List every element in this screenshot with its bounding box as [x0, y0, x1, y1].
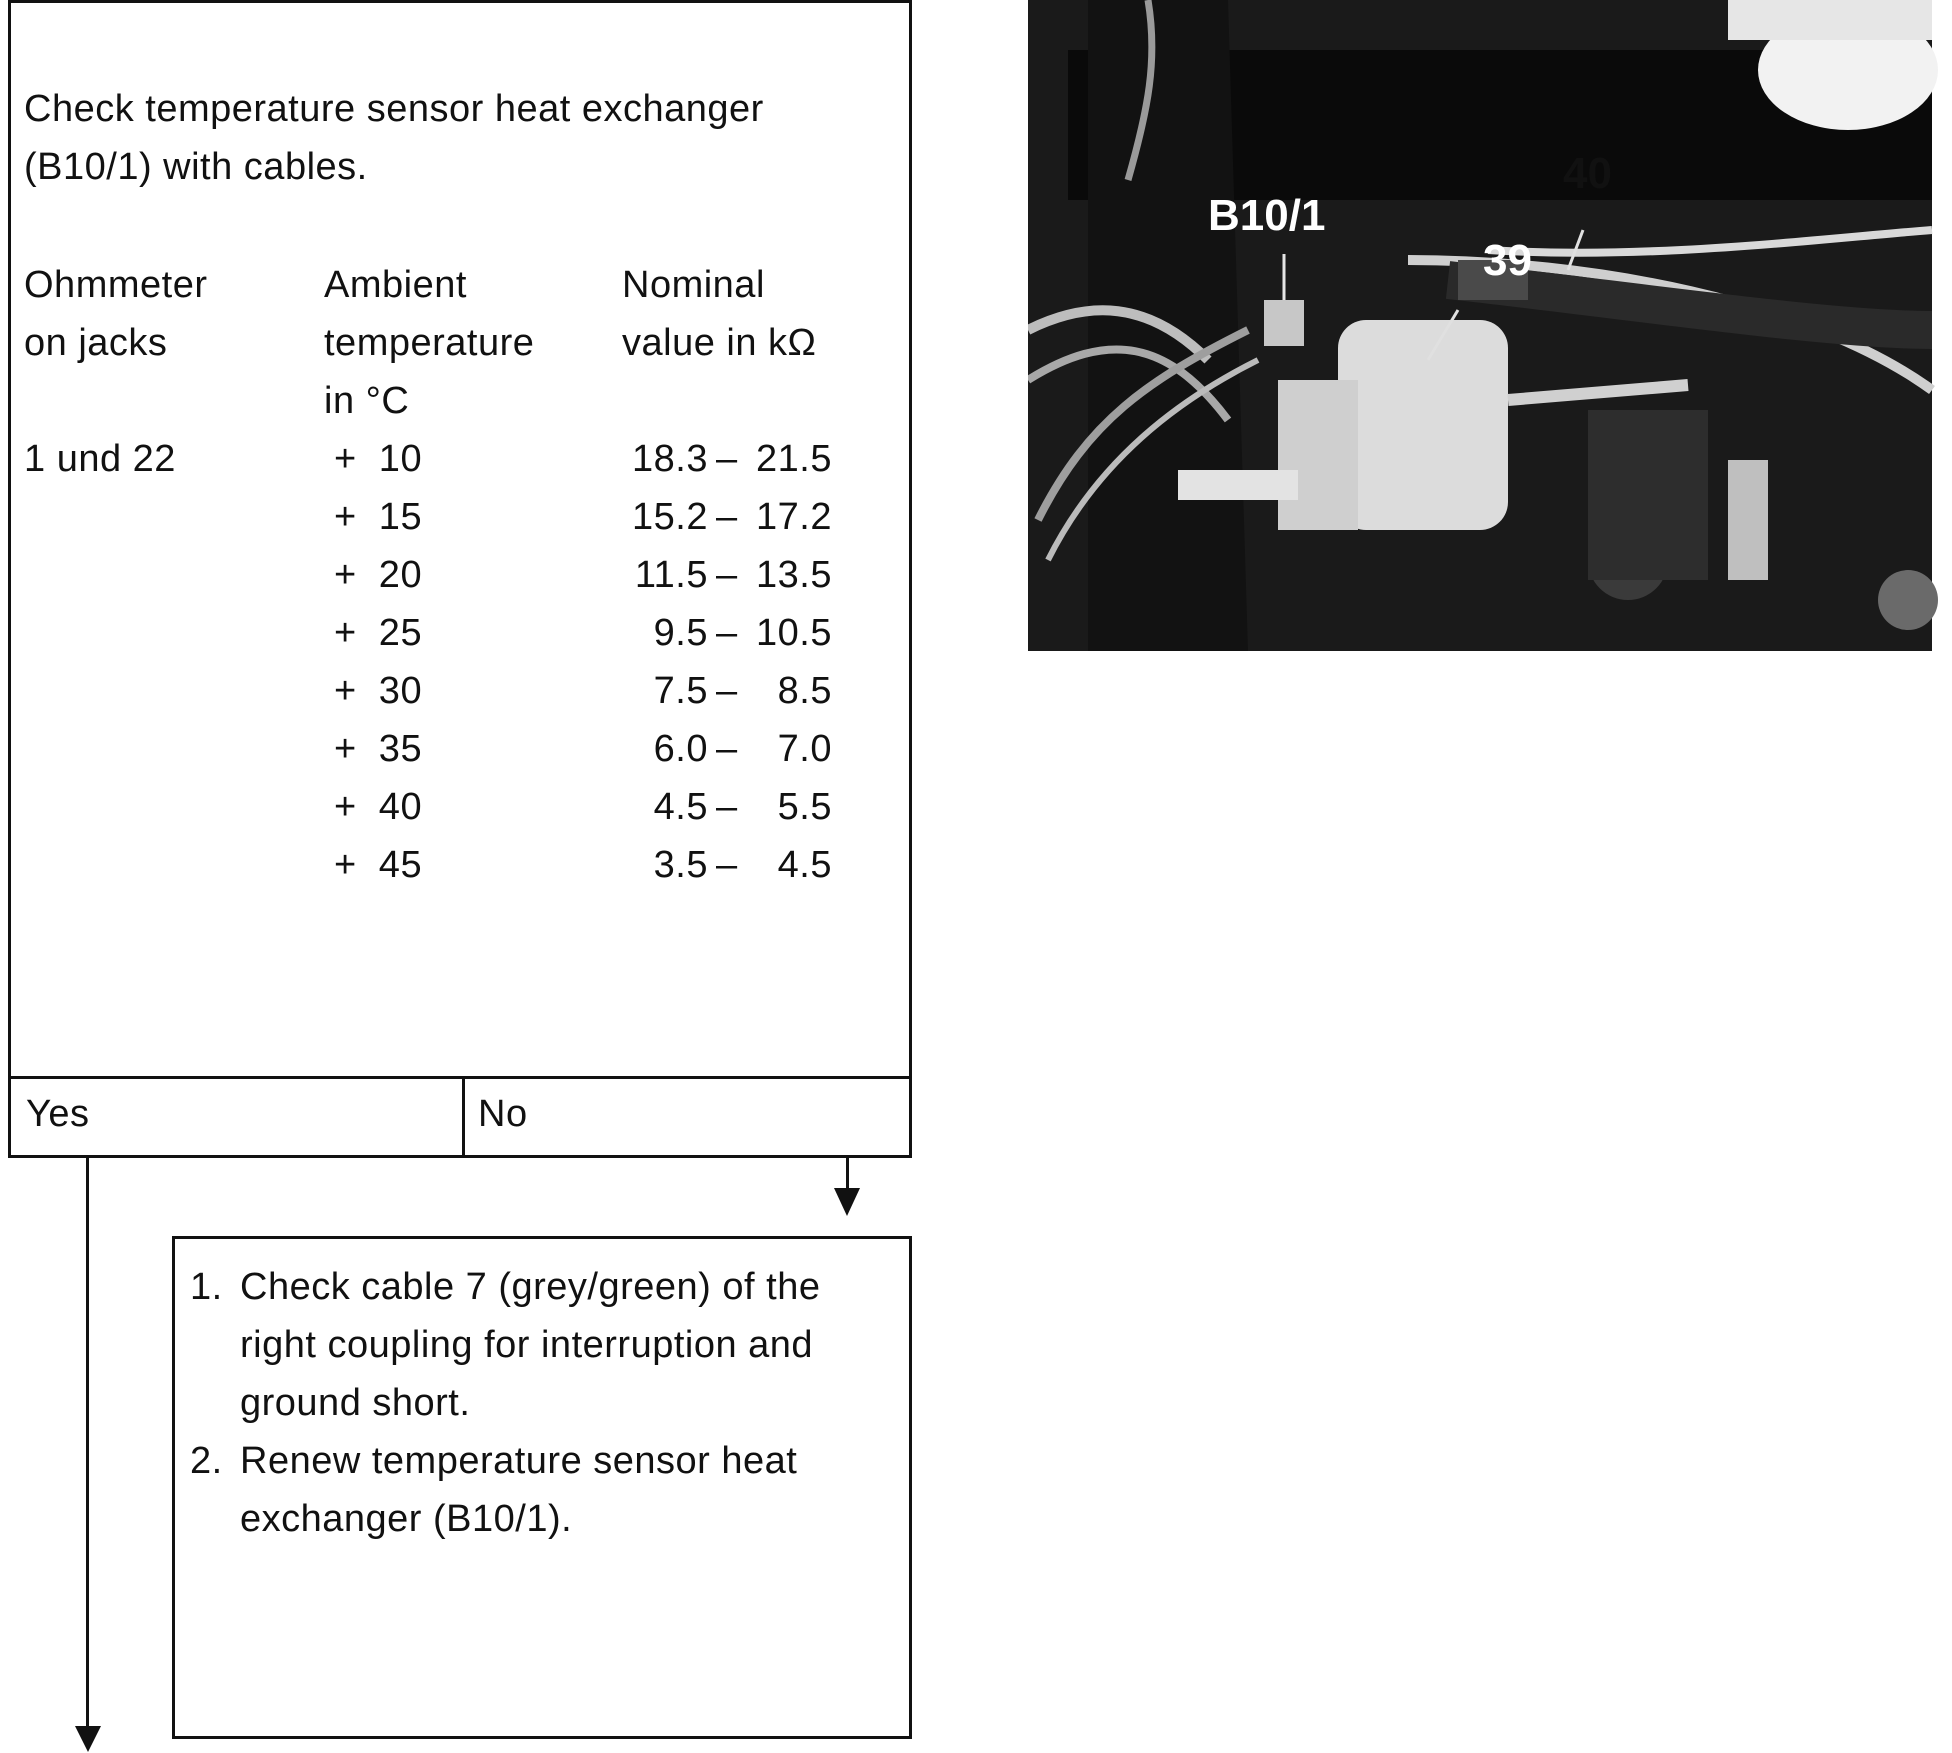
header-in-celsius: in °C: [324, 380, 410, 422]
header-nominal: Nominal: [622, 264, 765, 306]
remedy-item1-line2: right coupling for interruption and: [240, 1324, 814, 1366]
header-ambient: Ambient: [324, 264, 467, 306]
row-high: 5.5: [777, 786, 832, 828]
row-high: 17.2: [756, 496, 832, 538]
row-temp: + 20: [334, 554, 423, 596]
row-high: 8.5: [777, 670, 832, 712]
row-dash: –: [716, 728, 738, 770]
row-high: 7.0: [777, 728, 832, 770]
row-low: 11.5: [634, 554, 708, 596]
header-temperature: temperature: [324, 322, 535, 364]
row-dash: –: [716, 612, 738, 654]
row-dash: –: [716, 786, 738, 828]
row-temp: + 45: [334, 844, 423, 886]
photo-label-40: 40: [1563, 149, 1612, 198]
row-low: 9.5: [653, 612, 708, 654]
remedy-item1-line1: Check cable 7 (grey/green) of the: [240, 1266, 821, 1308]
row-temp: + 40: [334, 786, 423, 828]
row-temp: + 15: [334, 496, 423, 538]
sensor-location-photo: [1028, 0, 1952, 651]
row-high: 4.5: [777, 844, 832, 886]
remedy-item1-line3: ground short.: [240, 1382, 471, 1424]
remedy-item2-number: 2.: [190, 1440, 223, 1482]
no-arrow-head: [834, 1188, 860, 1216]
photo-label-39: 39: [1483, 236, 1532, 285]
no-label: No: [478, 1093, 528, 1135]
yes-arrow-line: [86, 1158, 89, 1730]
row-low: 7.5: [653, 670, 708, 712]
row-low: 15.2: [632, 496, 708, 538]
row-temp: + 35: [334, 728, 423, 770]
header-value-kohm: value in kΩ: [622, 322, 817, 364]
remedy-item2-line2: exchanger (B10/1).: [240, 1498, 573, 1540]
instruction-line-2: (B10/1) with cables.: [24, 146, 368, 188]
row-dash: –: [716, 670, 738, 712]
row-temp: + 30: [334, 670, 423, 712]
yes-arrow-head: [75, 1726, 101, 1752]
row-temp: + 10: [334, 438, 423, 480]
row-dash: –: [716, 496, 738, 538]
resistance-table: [0, 430, 912, 900]
row-high: 21.5: [756, 438, 832, 480]
row-dash: –: [716, 438, 738, 480]
jacks-value: 1 und 22: [24, 438, 176, 480]
row-low: 6.0: [653, 728, 708, 770]
photo-label-b10-1: B10/1: [1208, 191, 1326, 240]
row-high: 13.5: [756, 554, 832, 596]
header-ohmmeter: Ohmmeter: [24, 264, 208, 306]
row-temp: + 25: [334, 612, 423, 654]
no-branch-box: [462, 1076, 912, 1158]
no-arrow-line: [846, 1158, 849, 1190]
instruction-line-1: Check temperature sensor heat exchanger: [24, 88, 764, 130]
row-dash: –: [716, 554, 738, 596]
row-low: 3.5: [653, 844, 708, 886]
row-dash: –: [716, 844, 738, 886]
remedy-item1-number: 1.: [190, 1266, 223, 1308]
header-on-jacks: on jacks: [24, 322, 168, 364]
row-low: 4.5: [653, 786, 708, 828]
remedy-item2-line1: Renew temperature sensor heat: [240, 1440, 798, 1482]
yes-label: Yes: [26, 1093, 90, 1135]
row-low: 18.3: [632, 438, 708, 480]
row-high: 10.5: [756, 612, 832, 654]
